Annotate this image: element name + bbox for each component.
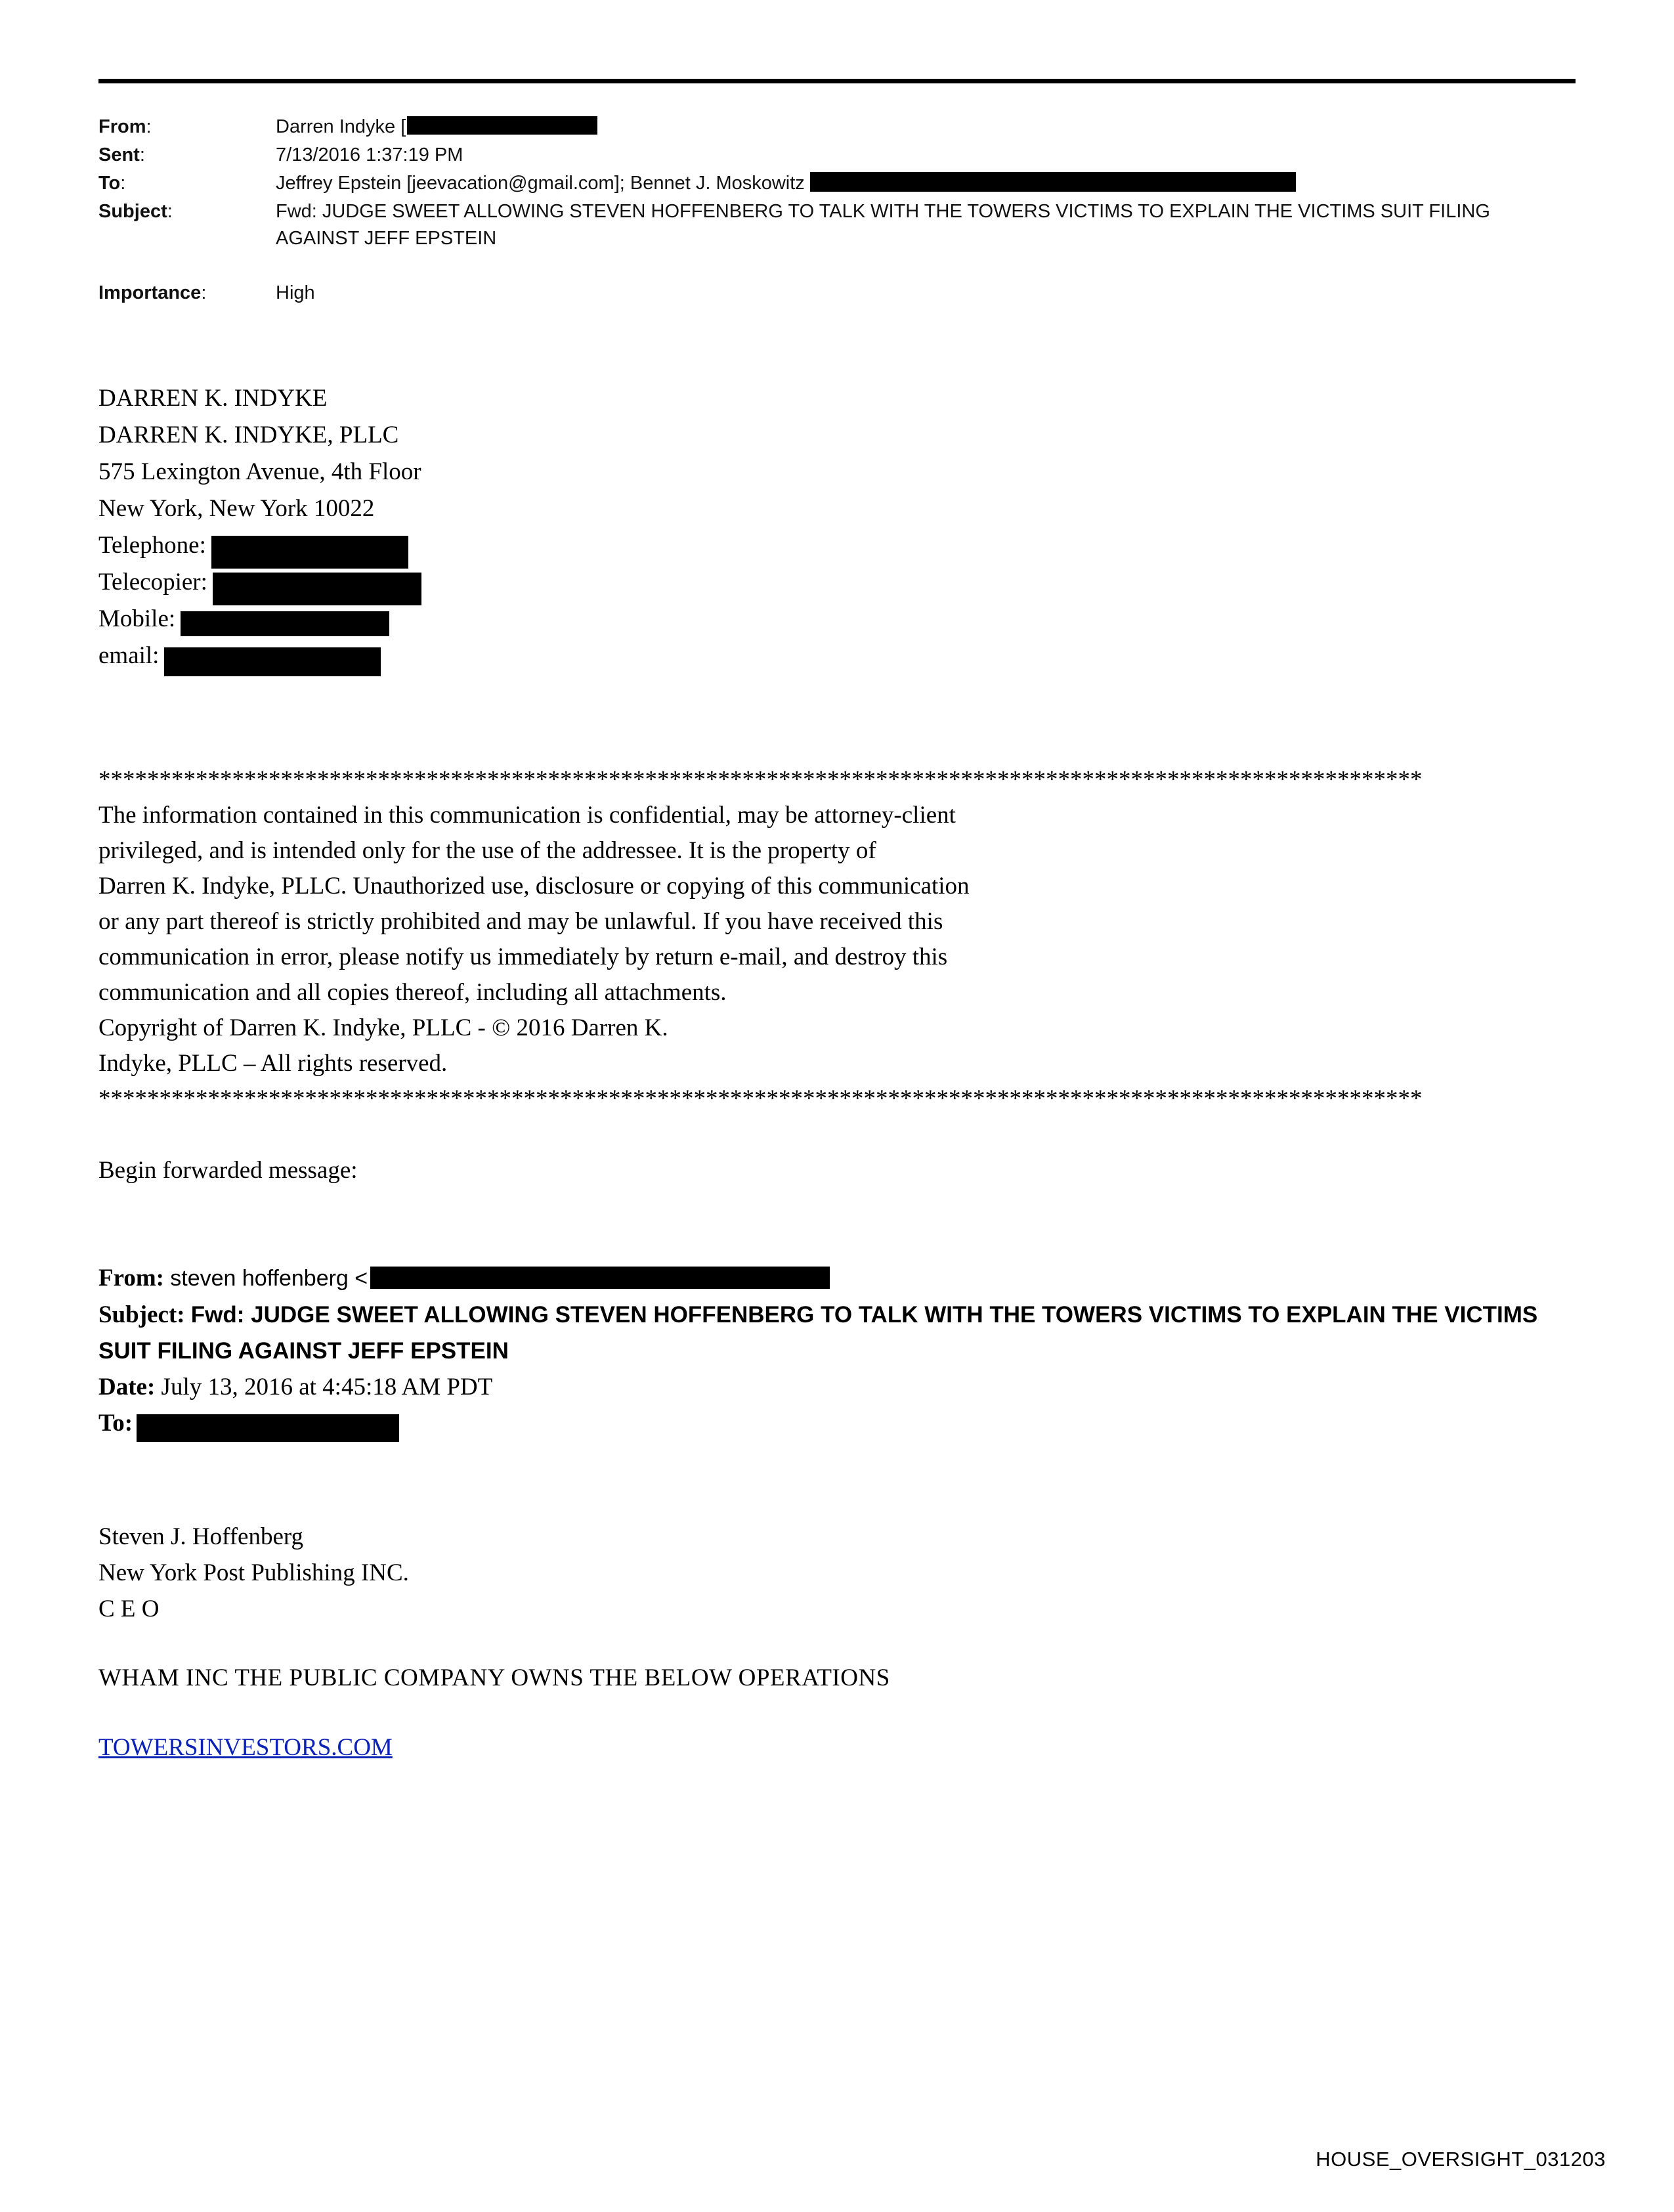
forwarded-from-label: From: [98, 1265, 164, 1291]
signature-block [98, 380, 1576, 674]
hoffenberg-company: New York Post Publishing INC. [98, 1559, 409, 1586]
header-row-from [98, 114, 1576, 141]
forwarded-date-value: July 13, 2016 at 4:45:18 AM PDT [161, 1374, 493, 1400]
forwarded-subject-row [98, 1297, 1576, 1369]
forwarded-message-header [98, 1260, 1576, 1441]
forwarded-date-label: Date: [98, 1374, 156, 1400]
header-value-to [276, 170, 1576, 197]
disclaimer-line-5: communication in error, please notify us immediately by return e-mail, and destroy this [98, 943, 948, 970]
header-row-to [98, 170, 1576, 197]
forwarded-to-label: To: [98, 1410, 133, 1437]
header-label-subject: Subject: [98, 201, 173, 222]
header-label-from: From: [98, 116, 152, 137]
bates-stamp-footer: HOUSE_OVERSIGHT_031203 [1316, 2148, 1606, 2171]
header-value-from-text: Darren Indyke [ [276, 116, 406, 137]
signature-address-line2: New York, New York 10022 [98, 495, 375, 522]
document-content [98, 79, 1576, 1766]
signature-firm: DARREN K. INDYKE, PLLC [98, 422, 399, 448]
disclaimer-line-4: or any part thereof is strictly prohibited and may be unlawful. If you have received this [98, 908, 943, 935]
header-value-from [276, 114, 1576, 141]
header-label-to: To: [98, 173, 126, 194]
header-value-to-text: Jeffrey Epstein [jeevacation@gmail.com]; Bennet J. Moskowitz [276, 173, 805, 194]
redaction-bar-forwarded-to [137, 1414, 399, 1442]
header-value-sent-text: 7/13/2016 1:37:19 PM [276, 144, 463, 165]
redaction-bar-telecopier [213, 573, 421, 605]
signature-telecopier-label: Telecopier: [98, 569, 207, 596]
confidentiality-disclaimer [98, 798, 1576, 1081]
header-label-sent: Sent: [98, 144, 145, 165]
header-spacer [98, 253, 1576, 280]
redaction-bar-email [164, 647, 381, 676]
header-row-sent [98, 142, 1576, 169]
disclaimer-line-7: Copyright of Darren K. Indyke, PLLC - © 2016 Darren K. [98, 1014, 668, 1041]
redaction-bar-forwarded-from [370, 1267, 830, 1289]
disclaimer-line-2: privileged, and is intended only for the use of the addressee. It is the property of [98, 837, 876, 864]
body-spacer-5 [98, 1242, 1576, 1260]
email-body [98, 380, 1576, 1766]
email-header [98, 114, 1576, 307]
forwarded-from-value: steven hoffenberg < [170, 1266, 368, 1291]
body-spacer-4 [98, 1189, 1576, 1242]
header-value-subject [276, 198, 1576, 252]
redaction-bar-mobile [181, 611, 389, 636]
header-value-importance-text: High [276, 282, 315, 303]
header-value-sent [276, 142, 1576, 169]
hoffenberg-name: Steven J. Hoffenberg [98, 1523, 304, 1550]
signature-address-line1: 575 Lexington Avenue, 4th Floor [98, 458, 421, 485]
header-label-to-text: To [98, 173, 121, 194]
towersinvestors-link[interactable]: TOWERSINVESTORS.COM [98, 1734, 393, 1761]
redaction-bar-from-email [407, 116, 597, 135]
disclaimer-rule-bottom: ************************************************************************************************************* [98, 1085, 1423, 1112]
wham-operations-line: WHAM INC THE PUBLIC COMPANY OWNS THE BELOW OPERATIONS [98, 1664, 890, 1691]
signature-mobile-label: Mobile: [98, 605, 176, 632]
header-label-from-text: From [98, 116, 146, 137]
header-label-subject-text: Subject [98, 201, 167, 222]
signature-email-label: email: [98, 642, 160, 669]
header-value-importance [276, 280, 1576, 307]
hoffenberg-title: C E O [98, 1595, 160, 1622]
signature-telecopier [98, 564, 1576, 601]
header-row-importance [98, 280, 1576, 307]
signature-email [98, 638, 1576, 674]
header-label-importance: Importance: [98, 282, 207, 303]
body-spacer-3 [98, 1117, 1576, 1152]
signature-mobile [98, 601, 1576, 638]
disclaimer-line-8: Indyke, PLLC – All rights reserved. [98, 1050, 448, 1077]
header-label-importance-text: Importance [98, 282, 202, 303]
disclaimer-rule-top: ************************************************************************************************************* [98, 766, 1423, 793]
header-value-subject-text: Fwd: JUDGE SWEET ALLOWING STEVEN HOFFENBERG TO TALK WITH THE TOWERS VICTIMS TO EXPLAIN THE VICTIMS SUIT FILING AGAINST JEFF EPSTEIN [276, 201, 1490, 249]
header-row-subject [98, 198, 1576, 252]
forwarded-subject-label: Subject: [98, 1301, 185, 1328]
redaction-bar-telephone [211, 536, 408, 569]
disclaimer-line-1: The information contained in this communication is confidential, may be attorney-client [98, 802, 956, 829]
redaction-bar-to-email [810, 172, 1296, 192]
header-label-sent-text: Sent [98, 144, 140, 165]
forwarded-to-row [98, 1405, 1576, 1441]
header-divider-rule [98, 79, 1576, 83]
disclaimer-line-3: Darren K. Indyke, PLLC. Unauthorized use, disclosure or copying of this communication [98, 873, 970, 900]
forwarded-from-row [98, 1260, 1576, 1297]
signature-telephone [98, 527, 1576, 564]
body-spacer-2 [98, 727, 1576, 762]
body-spacer-1 [98, 674, 1576, 727]
disclaimer-line-6: communication and all copies thereof, including all attachments. [98, 979, 727, 1006]
hoffenberg-signature-block [98, 1519, 1576, 1627]
signature-telephone-label: Telephone: [98, 532, 206, 559]
forwarded-subject-value: Fwd: JUDGE SWEET ALLOWING STEVEN HOFFENBERG TO TALK WITH THE TOWERS VICTIMS TO EXPLAIN THE VICTIMS SUIT FILING AGAINST JEFF EPSTEIN [98, 1302, 1538, 1364]
begin-forwarded-message: Begin forwarded message: [98, 1157, 358, 1184]
signature-name: DARREN K. INDYKE [98, 385, 328, 412]
forwarded-date-row [98, 1369, 1576, 1405]
